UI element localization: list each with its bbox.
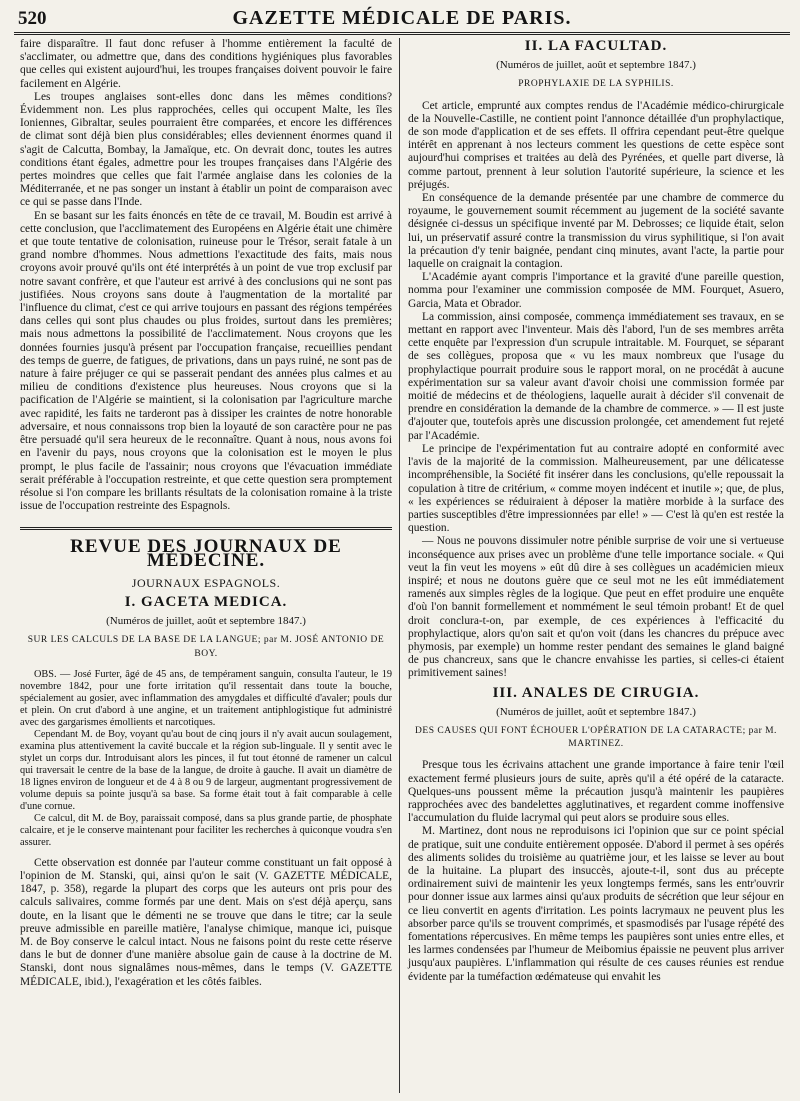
page-number: 520: [18, 8, 47, 29]
paragraph: En se basant sur les faits énoncés en tête de ce travail, M. Boudin est arrivé à cette conclusion, que l'acclimatement des Européens en Algérie était une chimère et que toute tentative de colonisation, ruineuse pour le Trésor, serait fatale à un grand nombre d'hommes. Nous admettions l'exactitude des faits, mais nous croyons avoir prouvé qu'ils ont été interprétés à un point de vue trop exclusif par notre savant confrère, et que l'auteur est arrivé à des conclusions qui ne sont pas justifiées. Nous croyons sans doute à l'augmentation de la mortalité par l'influence du climat, c'est ce qui arrive toujours en passant des régions tempérées dans celles qui sont plus chaudes ou plus froides, surtout dans les premières; mais nous admettons la possibilité de l'acclimatement. Nous croyons que les données fournies jusqu'à présent par l'occupation française, recueillies pendant des temps de guerre, de fatigues, de privations, dans un pays ruiné, ne sont pas de nature à faire préjuger ce qui se passerait pendant des années plus calmes et au milieu de conditions d'existence plus heureuses. Nous croyons que si la pacification de l'Algérie se maintient, si la colonisation par l'agriculture marche avec rapidité, les faits ne tarderont pas à dissiper les craintes de notre honorable adversaire, et nous connaissons trop bien la loyauté de son caractère pour ne pas être persuadé qu'il sera heureux de le reconnaître. Quant à nous, nous avons foi en l'avenir du pays, nous croyons que la colonisation est le moyen le plus prompt, le plus facile de l'assainir; nous croyons que l'évacuation immédiate serait préférable à l'occupation restreinte, et que cette question sera promptement résolue si l'on compare les brillants résultats de la colonisation romaine à la triste issue de l'occupation restreinte des Espagnols.: [20, 209, 392, 513]
observation-block: [20, 669, 392, 849]
gaceta-title: I. GACETA MEDICA.: [124, 593, 288, 610]
facultad-title: II. LA FACULTAD.: [524, 38, 668, 54]
page-header: [14, 6, 790, 32]
revue-title: REVUE DES JOURNAUX DE MÉDECINE.: [70, 536, 342, 571]
section-rule: [20, 527, 392, 530]
paragraph: — Nous ne pouvons dissimuler notre pénible surprise de voir une si vertueuse inconséquence aux prises avec un problème d'une telle importance sociale. « Qui veut la fin veut les moyens » eût dû dire à ses collègues un académicien mieux inspiré; et nous ne doutons guère que ce seul mot ne les eût immédiatement ramenés aux simples règles de la logique. Que peut en effet produire une enquête d'où l'on bannit formellement et nommément le seul témoin probant! Et de quel droit conclura-t-on, par exemple, de ces expériences à l'efficacité du prophylactique, alors qu'on sait et qu'on voit (dans les chancres du prépuce avec phymosis, par exemple) un homme rester pendant des semaines le gland baigné de pus chancreux, sans que le chancre envahisse les parties, si celles-ci étaient primitivement saines!: [408, 535, 784, 680]
anales-title: III. ANALES DE CIRUGIA.: [492, 684, 700, 701]
anales-topic: DES CAUSES QUI FONT ÉCHOUER L'OPÉRATION DE LA CATARACTE; par M. MARTINEZ.: [415, 725, 777, 750]
paragraph: faire disparaître. Il faut donc refuser à l'homme entièrement la faculté de s'acclimater, ou admettre que, dans des conditions hygiéniques plus favorables que celles qui existent aujourd'hui, les troupes françaises doivent pouvoir le faire facilement en Algérie.: [20, 38, 392, 90]
column-divider: [399, 38, 400, 1093]
paragraph: Presque tous les écrivains attachent une grande importance à faire tenir l'œil exactement fermé plusieurs jours de suite, après qu'il a été opéré de la cataracte. Quelques-uns poussent même la précaution jusqu'à maintenir les paupières rapprochées avec des bandelettes agglutinatives, et regardent comme inoffensive l'accumulation du fluide lacrymal qui peut alors se produire sous elles.: [408, 759, 784, 825]
paragraph: Les troupes anglaises sont-elles donc dans les mêmes conditions? Évidemment non. Les plus rapprochées, celles qui occupent Malte, les îles Ioniennes, Gibraltar, seules pourraient être comparées, et encore les différences de climat sont déjà bien plus considérables; elles deviennent énormes quand il s'agit de Calcutta, Bombay, la Jamaïque, etc. On devrait donc, toutes les autres conditions étant égales, admettre pour les troupes françaises dans l'Algérie des pertes moindres que celles que fait l'armée anglaise dans les colonies de la Méditerranée, et ne pas songer un instant à établir un point de comparaison avec ce qui se passe dans l'Inde.: [20, 90, 392, 209]
facultad-topic: PROPHYLAXIE DE LA SYPHILIS.: [518, 79, 674, 90]
paragraph: Cette observation est donnée par l'auteur comme constituant un fait opposé à l'opinion de M. Stanski, qui, ainsi qu'on le sait (V. GAZETTE MÉDICALE, 1847, p. 358), regarde la plupart des corps que les auteurs ont pris pour des calculs salivaires, comme formés par une dent. Mais on s'est déjà aperçu, sans doute, en la lisant que le démenti ne se trouve que dans le titre; car la seule preuve admissible en pareille matière, l'analyse chimique, manque ici, puisque M. de Boy conserve le calcul intact. Nous ne faisons point du reste cette réserve dans le but de donner d'une manière absolue gain de cause à la doctrine de M. Stanski, dont nous signalâmes nous-mêmes, dans le temps (V. GAZETTE MÉDICALE, ibid.), l'exagération et les côtés faibles.: [20, 856, 392, 988]
journal-title: GAZETTE MÉDICALE DE PARIS.: [232, 7, 572, 29]
paragraph: OBS. — José Furter, âgé de 45 ans, de tempérament sanguin, consulta l'auteur, le 19 novembre 1842, pour une forte irritation qu'il ressentait dans toute la bouche, spécialement au gosier, avec inflammation des amygdales et difficulté d'avaler; pouls dur et plein. On crut d'abord à une angine, et un traitement antiphlogistique fut administré avec des gargarismes émollients et narcotiques.: [20, 668, 392, 728]
paragraph: L'Académie ayant compris l'importance et la gravité d'une pareille question, nomma pour l'examiner une commission composée de MM. Fourquet, Asuero, Garcia, Mata et Obrador.: [408, 271, 784, 310]
paragraph: Cet article, emprunté aux comptes rendus de l'Académie médico-chirurgicale de la Nouvelle-Castille, ne contient point l'annonce détaillée d'un prophylactique, de son mode d'application et de ses effets. Il offrira cependant peut-être quelque intérêt en apprenant à nos lecteurs comment les questions de cette espèce sont aujourd'hui comprises et traitées au delà des Pyrénées, et quelle part diverse, là comme partout, prennent à leur solution l'autorité supérieure, la science et les préjugés.: [408, 99, 784, 191]
facultad-dates: (Numéros de juillet, août et septembre 1847.): [496, 59, 696, 72]
paragraph: Ce calcul, dit M. de Boy, paraissait composé, dans sa plus grande partie, de phosphate calcaire, et je le conserve maintenant pour faciliter les recherches à quiconque voudra s'en assurer.: [20, 812, 392, 848]
journaux-heading: JOURNAUX ESPAGNOLS.: [131, 575, 281, 590]
paragraph: La commission, ainsi composée, commença immédiatement ses travaux, en se mettant en rapport avec l'inventeur. Mais dès l'abord, l'un de ses membres arrêta cette enquête par l'expression d'un scrupule intraitable. M. Fourquet, se séparant de ses collègues, proposa que « vu les maux nombreux que l'usage du prophylactique pourrait produire sous le rapport moral, on ne procédât à aucune expérimentation sur sa valeur avant d'avoir choisi une commission formée par moitié de médecins et de théologiens, laquelle aurait à décider s'il convenait de prendre en considération la demande de la chambre de commerce. » — Il est juste d'ajouter que, toutefois après une discussion prolongée, cet amendement fut rejeté par l'Académie.: [408, 310, 784, 442]
paragraph: En conséquence de la demande présentée par une chambre de commerce du royaume, le gouvernement soumit récemment au jugement de la société savante désignée ci-dessus un spécifique inventé par M. Debrosses; ce liquide était, selon lui, un préservatif assuré contre la transmission du virus syphilitique, si l'on avait la précaution d'y tenir baignée, pendant cinq minutes, avant l'acte, la partie pour laquelle on craignait la contagion.: [408, 192, 784, 271]
gaceta-dates: (Numéros de juillet, août et septembre 1847.): [106, 615, 306, 628]
paragraph: Le principe de l'expérimentation fut au contraire adopté en conformité avec l'avis de la majorité de la commission. Malheureusement, par une délicatesse incompréhensible, la Société fit insérer dans les conclusions, qu'elle repoussait la copulation à titre de critérium, « comme moyen indécent et inutile »; que, de plus, « les expériences se réduiraient à déposer la matière morbide à la surface des parties susceptibles d'être impressionnées par elle! » — C'est là qu'en est restée la question.: [408, 442, 784, 535]
paragraph: Cependant M. de Boy, voyant qu'au bout de cinq jours il n'y avait aucun soulagement, examina plus attentivement la cavité buccale et la région sub-linguale. Il y sentit avec le stylet un corps dur. Introduisant alors les pinces, il fut tout étonné de ramener un calcul qui traversait le centre de la base de la langue, de droite à gauche. Il avait un diamètre de 18 lignes environ de longueur et de 4 à 8 ou 9 de largeur, augmentant progressivement de volume depuis sa pointe jusqu'à sa base. Sa forme était tout à fait comparable à celle d'une cornue.: [20, 728, 392, 812]
paragraph: M. Martinez, dont nous ne reproduisons ici l'opinion que sur ce point spécial de pratique, suit une conduite entièrement opposée. D'abord il permet à ses opérés des aliments solides du troisième au quatrième jour, et les laisse se lever au bout de la huitaine. La plupart des insuccès, ajoute-t-il, sont dus au précepte ordinairement suivi de maintenir les yeux longtemps fermés, sans les entr'ouvrir pour donner issue aux larmes ainsi qu'aux produits de sécrétion que leur séjour en ce lieu convertit en agents d'irritation. Les points lacrymaux ne peuvent plus les absorber parce qu'ils se trouvent comprimés, et spasmodisés par l'usage répété des fomentations répercusives. En même temps les paupières sont unies entre elles, et les larmes condensées par l'humeur de Meibomius épaissie ne peuvent plus arriver jusqu'aux paupières. L'inflammation qui résulte de ces causes réunies est rendue évidente par la tuméfaction œdémateuse qui envahit les: [408, 825, 784, 983]
gaceta-topic: SUR LES CALCULS DE LA BASE DE LA LANGUE; par M. JOSÉ ANTONIO DE BOY.: [27, 635, 385, 659]
left-column: [20, 38, 392, 989]
header-rule: [14, 32, 790, 35]
right-column: [408, 38, 784, 984]
anales-dates: (Numéros de juillet, août et septembre 1847.): [496, 705, 696, 718]
